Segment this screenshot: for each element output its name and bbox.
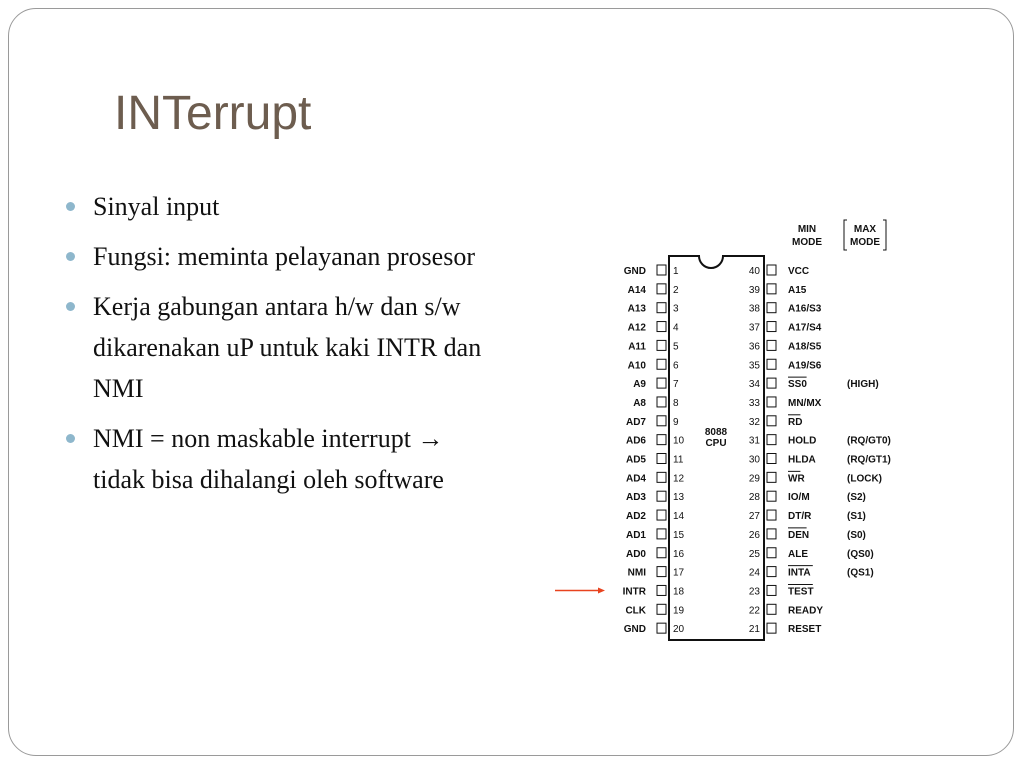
pin-label: SS0: [788, 379, 807, 391]
pin-label: NMI: [627, 567, 646, 579]
pin-number: 3: [673, 303, 679, 315]
bullet-list: [66, 186, 486, 509]
pin-pad: [657, 567, 666, 577]
pin-max-mode-label: (QS1): [847, 567, 874, 579]
pin-label: WR: [788, 473, 805, 485]
chip-name: 8088: [704, 427, 728, 438]
pin-number: 24: [748, 567, 760, 579]
pin-label: AD6: [625, 435, 646, 447]
pin-number: 17: [673, 567, 685, 579]
pin-pad: [657, 623, 666, 633]
pin-label: HLDA: [788, 454, 816, 466]
pin-number: 8: [673, 397, 679, 409]
pin-pad: [657, 340, 666, 350]
bullet-dot-icon: [66, 202, 75, 211]
pin-label: A11: [628, 341, 646, 353]
pin-label: TEST: [788, 586, 814, 598]
pin-label: GND: [623, 266, 646, 277]
pin-pad: [767, 623, 776, 633]
pin-label: A16/S3: [788, 303, 822, 315]
pin-pad: [767, 284, 776, 294]
pin-label: AD7: [625, 416, 646, 428]
pin-label: VCC: [788, 266, 810, 277]
bullet-item: [66, 186, 486, 227]
pin-label: A9: [633, 379, 646, 391]
pin-number: 6: [673, 360, 679, 372]
max-mode-bracket-right: [883, 220, 886, 250]
arrow-head-icon: [598, 587, 605, 593]
bullet-text: Kerja gabungan antara h/w dan s/w dikarenakan uP untuk kaki INTR dan NMI: [93, 292, 482, 403]
pin-label: A15: [788, 284, 807, 296]
pin-label: AD0: [625, 548, 646, 560]
pin-number: 39: [748, 284, 760, 296]
pin-pad: [657, 604, 666, 614]
bullet-dot-icon: [66, 434, 75, 443]
pin-pad: [767, 416, 776, 426]
pin-number: 10: [673, 435, 685, 447]
pin-pad: [767, 454, 776, 464]
pin-number: 18: [673, 586, 685, 598]
pin-number: 40: [748, 266, 760, 277]
pin-number: 5: [673, 341, 679, 353]
min-mode-header: MIN: [797, 224, 817, 235]
bullet-text: NMI = non maskable interrupt → tidak bisa dihalangi oleh software: [93, 424, 444, 494]
pin-number: 12: [673, 473, 685, 485]
intr-pointer-arrow: [555, 587, 605, 593]
pin-max-mode-label: (LOCK): [847, 473, 882, 485]
pin-pad: [767, 491, 776, 501]
pin-number: 28: [748, 492, 760, 504]
pin-number: 16: [673, 548, 685, 560]
pin-number: 2: [673, 284, 679, 296]
pin-pad: [657, 510, 666, 520]
pin-pad: [767, 265, 776, 275]
pin-number: 29: [748, 473, 760, 485]
pin-number: 35: [748, 360, 760, 372]
pin-label: A8: [633, 397, 646, 409]
pin-label: AD5: [625, 454, 646, 466]
pin-label: A19/S6: [788, 360, 822, 372]
pin-number: 37: [748, 322, 760, 334]
pin-pad: [767, 510, 776, 520]
pin-pad: [657, 322, 666, 332]
pin-pad: [767, 397, 776, 407]
pin-label: AD1: [625, 529, 646, 541]
pin-max-mode-label: (RQ/GT1): [847, 454, 891, 466]
pin-pad: [657, 416, 666, 426]
pin-label: INTR: [622, 586, 646, 598]
pin-label: RD: [788, 416, 803, 428]
pin-max-mode-label: (RQ/GT0): [847, 435, 891, 447]
pin-label: AD3: [625, 492, 646, 504]
pin-number: 4: [673, 322, 679, 334]
pin-pad: [657, 491, 666, 501]
pin-pad: [657, 529, 666, 539]
pin-number: 7: [673, 379, 679, 391]
pin-pad: [767, 435, 776, 445]
bullet-text: Sinyal input: [93, 192, 220, 221]
max-mode-header: MODE: [850, 237, 880, 248]
pin-pad: [767, 548, 776, 558]
pin-pad: [657, 397, 666, 407]
pin-pad: [767, 604, 776, 614]
pin-label: A10: [627, 360, 646, 372]
pin-pad: [657, 378, 666, 388]
pin-pad: [767, 303, 776, 313]
pin-number: 32: [748, 416, 760, 428]
min-mode-header: MODE: [792, 237, 822, 248]
pin-number: 23: [748, 586, 760, 598]
cpu-8088-pinout-diagram: [550, 210, 920, 650]
bullet-dot-icon: [66, 302, 75, 311]
pin-pad: [657, 548, 666, 558]
pin-max-mode-label: (S2): [847, 492, 866, 504]
pin-max-mode-label: (HIGH): [847, 379, 879, 391]
pin-pad: [657, 585, 666, 595]
pin-pad: [657, 454, 666, 464]
pin-label: A12: [627, 322, 646, 334]
pin-pad: [767, 322, 776, 332]
bullet-item: [66, 236, 486, 277]
pin-number: 33: [748, 397, 760, 409]
pin-pad: [657, 265, 666, 275]
pin-pad: [767, 340, 776, 350]
pin-pad: [657, 284, 666, 294]
bullet-item: [66, 418, 486, 500]
pin-label: CLK: [625, 605, 646, 617]
pin-label: READY: [788, 605, 824, 617]
pin-label: MN/MX: [788, 397, 822, 409]
bullet-item: [66, 286, 486, 409]
max-mode-header: MAX: [853, 224, 877, 235]
pin-label: A13: [627, 303, 646, 315]
pin-number: 15: [673, 529, 685, 541]
pin-pad: [657, 472, 666, 482]
pin-pad: [657, 359, 666, 369]
pin-number: 20: [673, 624, 685, 636]
pin-number: 21: [748, 624, 760, 636]
pin-number: 25: [748, 548, 760, 560]
pin-pad: [767, 529, 776, 539]
pin-number: 19: [673, 605, 685, 617]
pin-label: IO/M: [788, 492, 810, 504]
pin-pad: [767, 585, 776, 595]
pin-pad: [767, 567, 776, 577]
pin-number: 30: [748, 454, 760, 466]
bullet-text: Fungsi: meminta pelayanan prosesor: [93, 242, 475, 271]
pin-max-mode-label: (S0): [847, 529, 866, 541]
pin-max-mode-label: (QS0): [847, 548, 874, 560]
pin-pad: [767, 378, 776, 388]
right-pin-group: [749, 265, 891, 635]
pin-number: 13: [673, 492, 685, 504]
pin-label: A17/S4: [788, 322, 822, 334]
pin-label: INTA: [788, 567, 811, 579]
pin-number: 14: [673, 511, 685, 523]
pin-number: 9: [673, 416, 679, 428]
pin-number: 1: [673, 266, 679, 277]
pin-number: 11: [673, 454, 684, 466]
pin-pad: [657, 303, 666, 313]
pin-pad: [657, 435, 666, 445]
pin-label: A14: [627, 284, 646, 296]
pin-label: DEN: [788, 529, 810, 541]
pin-label: HOLD: [788, 435, 817, 447]
pin-number: 27: [748, 511, 760, 523]
pin-label: ALE: [788, 548, 808, 560]
pin-number: 36: [748, 341, 760, 353]
chip-name: CPU: [705, 438, 727, 449]
pin-label: GND: [623, 624, 646, 636]
pin-number: 38: [748, 303, 760, 315]
pin-number: 26: [748, 529, 760, 541]
max-mode-bracket-left: [844, 220, 847, 250]
pin-number: 22: [748, 605, 760, 617]
pin-label: RESET: [788, 624, 822, 636]
slide-title: INTerrupt: [114, 87, 312, 140]
pin-pad: [767, 472, 776, 482]
pin-number: 31: [748, 435, 760, 447]
pin-pad: [767, 359, 776, 369]
pin-label: DT/R: [788, 511, 812, 523]
pin-label: AD2: [625, 511, 646, 523]
pin-label: AD4: [625, 473, 646, 485]
bullet-dot-icon: [66, 252, 75, 261]
pin-label: A18/S5: [788, 341, 822, 353]
pin-number: 34: [748, 379, 760, 391]
pin-max-mode-label: (S1): [847, 511, 866, 523]
